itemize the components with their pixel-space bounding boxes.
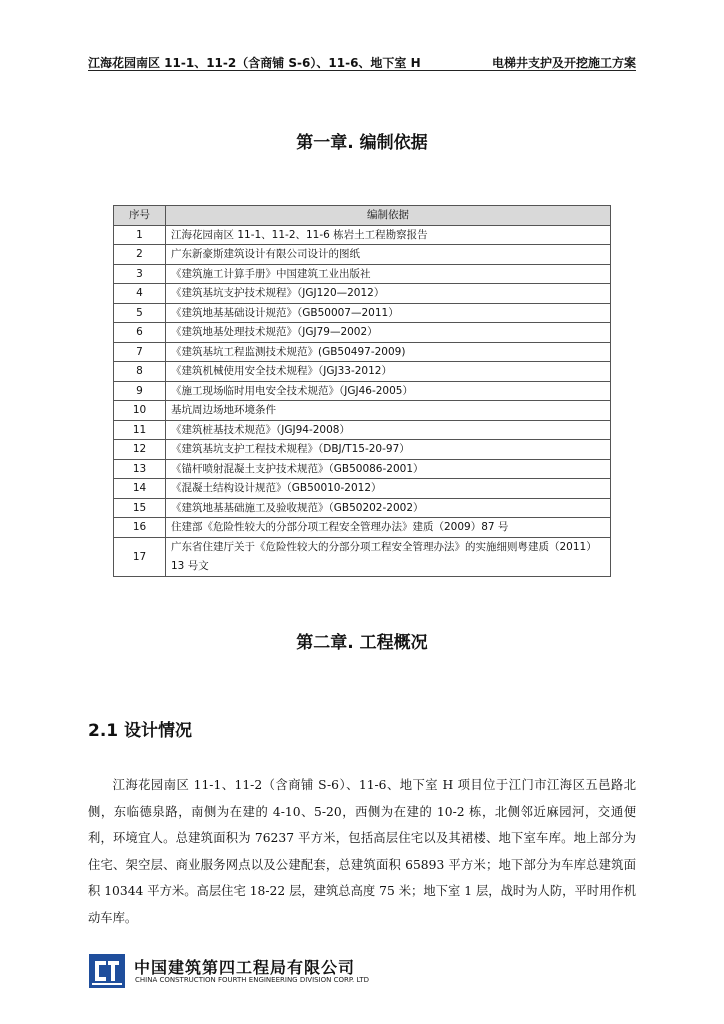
basis-table xyxy=(113,205,611,577)
row-number: 14 xyxy=(114,479,166,499)
table-row xyxy=(114,303,611,323)
table-row xyxy=(114,459,611,479)
row-number: 15 xyxy=(114,498,166,518)
footer xyxy=(88,953,388,993)
table-row xyxy=(114,440,611,460)
table-row xyxy=(114,264,611,284)
row-number: 7 xyxy=(114,342,166,362)
company-logo xyxy=(88,953,126,989)
row-number: 12 xyxy=(114,440,166,460)
row-basis: 《建筑地基处理技术规范》（JGJ79—2002） xyxy=(166,323,611,343)
chapter-1-title: 第一章. 编制依据 xyxy=(296,133,428,153)
row-basis: 《建筑地基基础施工及验收规范》（GB50202-2002） xyxy=(166,498,611,518)
row-number: 11 xyxy=(114,420,166,440)
row-number: 9 xyxy=(114,381,166,401)
column-header-basis: 编制依据 xyxy=(166,206,611,226)
row-number: 3 xyxy=(114,264,166,284)
table-row xyxy=(114,323,611,343)
page-header xyxy=(88,54,636,71)
row-basis: 《建筑基坑支护技术规程》（JGJ120—2012） xyxy=(166,284,611,304)
logo-background xyxy=(89,954,125,988)
table-row xyxy=(114,362,611,382)
column-header-no: 序号 xyxy=(114,206,166,226)
table-row xyxy=(114,518,611,538)
table-row xyxy=(114,284,611,304)
row-basis: 江海花园南区 11-1、11-2、11-6 栋岩土工程勘察报告 xyxy=(166,225,611,245)
row-number: 10 xyxy=(114,401,166,421)
table-row xyxy=(114,245,611,265)
row-basis: 《锚杆喷射混凝土支护技术规范》（GB50086-2001） xyxy=(166,459,611,479)
header-project-name: 江海花园南区 11-1、11-2（含商铺 S-6）、11-6、地下室 H xyxy=(88,56,421,70)
table-row xyxy=(114,498,611,518)
row-basis: 广东新豪斯建筑设计有限公司设计的图纸 xyxy=(166,245,611,265)
table-row xyxy=(114,225,611,245)
body-paragraph: 江海花园南区 11-1、11-2（含商铺 S-6）、11-6、地下室 H 项目位于江门市江海区五邑路北侧，东临德泉路，南侧为在建的 4-10、5-20，西侧为在建的 10-2 栋，北侧邻近麻园河，交通便利，环境宜人。总建筑面积为 76237 平方米，包括高层住宅以及其裙楼、地下室车库。地上部分为住宅、架空层、商业服务网点以及公建配套，总建筑面积 65893 平方米；地下部分为车库总建筑面积 10344 平方米。高层住宅 18-22 层，建筑总高度 75 米；地下室 1 层，战时为人防，平时用作机动车库。 xyxy=(88,778,636,925)
row-number: 8 xyxy=(114,362,166,382)
company-name-cn: 中国建筑第四工程局有限公司 xyxy=(134,958,356,977)
row-basis: 住建部《危险性较大的分部分项工程安全管理办法》建质（2009）87 号 xyxy=(166,518,611,538)
company-name-en: CHINA CONSTRUCTION FOURTH ENGINEERING DIVISION CORP. LTD xyxy=(135,976,370,984)
row-basis: 广东省住建厅关于《危险性较大的分部分项工程安全管理办法》的实施细则粤建质（2011）13 号文 xyxy=(166,537,611,576)
row-basis: 《建筑机械使用安全技术规程》（JGJ33-2012） xyxy=(166,362,611,382)
table-row xyxy=(114,381,611,401)
table-header-row xyxy=(114,206,611,226)
row-basis: 《施工现场临时用电安全技术规范》（JGJ46-2005） xyxy=(166,381,611,401)
row-basis: 《建筑桩基技术规范》（JGJ94-2008） xyxy=(166,420,611,440)
row-number: 5 xyxy=(114,303,166,323)
table-row xyxy=(114,479,611,499)
row-basis: 《混凝土结构设计规范》（GB50010-2012） xyxy=(166,479,611,499)
table-body xyxy=(114,225,611,576)
table-row xyxy=(114,401,611,421)
row-number: 13 xyxy=(114,459,166,479)
row-number: 4 xyxy=(114,284,166,304)
row-basis: 基坑周边场地环境条件 xyxy=(166,401,611,421)
table-row xyxy=(114,537,611,576)
section-title: 2.1 设计情况 xyxy=(88,721,193,741)
row-number: 2 xyxy=(114,245,166,265)
row-number: 6 xyxy=(114,323,166,343)
header-document-title: 电梯井支护及开挖施工方案 xyxy=(491,56,636,70)
table-row xyxy=(114,342,611,362)
table-row xyxy=(114,420,611,440)
row-basis: 《建筑施工计算手册》中国建筑工业出版社 xyxy=(166,264,611,284)
row-number: 16 xyxy=(114,518,166,538)
row-basis: 《建筑基坑支护工程技术规程》（DBJ/T15-20-97） xyxy=(166,440,611,460)
row-basis: 《建筑基坑工程监测技术规范》(GB50497-2009) xyxy=(166,342,611,362)
row-basis: 《建筑地基基础设计规范》（GB50007—2011） xyxy=(166,303,611,323)
row-number: 17 xyxy=(114,537,166,576)
chapter-2-title: 第二章. 工程概况 xyxy=(296,633,428,653)
row-number: 1 xyxy=(114,225,166,245)
